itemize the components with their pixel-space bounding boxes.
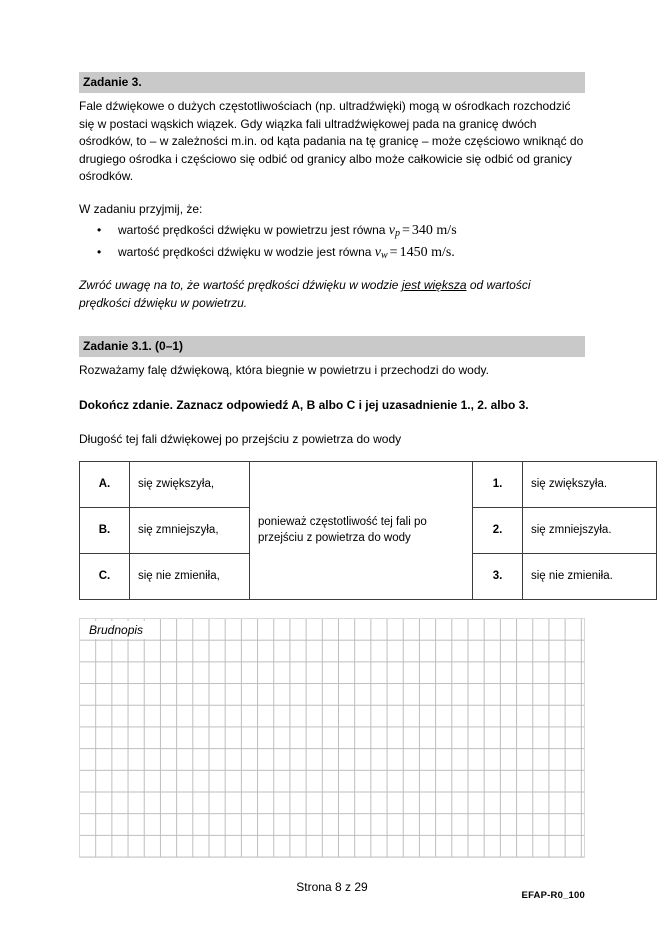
answer-option-letter-a[interactable]: A. [80,461,130,507]
task-header-bar: Zadanie 3. [79,72,585,93]
answer-option-text-a[interactable]: się zwiększyła, [130,461,250,507]
answer-option-text-b[interactable]: się zmniejszyła, [130,507,250,553]
subtask-intro: Rozważamy falę dźwiękową, która biegnie w powietrzu i przechodzi do wody. [79,363,489,378]
formula-subscript: p [395,228,401,240]
note-underlined-phrase: jest większa [401,278,467,293]
assume-label: W zadaniu przyjmij, że: [79,201,203,216]
formula-variable: v [388,223,396,238]
subtask-header-bar: Zadanie 3.1. (0–1) [79,336,585,357]
formula-operator: = [389,245,398,261]
formula-water-speed [375,245,455,260]
footer-exam-code: EFAP-R0_100 [521,890,585,901]
answer-option-letter-c[interactable]: C. [80,553,130,599]
formula-subscript: w [381,250,388,262]
answer-option-letter-b[interactable]: B. [80,507,130,553]
note-text-end: od wartości prędkości dźwięku w powietrzu. [79,278,531,310]
list-item [79,221,585,243]
formula-value: 1450 m/s. [399,245,455,261]
bullet-text: wartość prędkości dźwięku w powietrzu jest równa [118,223,386,237]
justification-text-1[interactable]: się zwiększyła. [523,461,657,507]
bullet-icon: • [97,245,102,260]
formula-air-speed [389,223,457,238]
formula-value: 340 m/s [411,223,457,238]
task-intro-paragraph: Fale dźwiękowe o dużych częstotliwościach (np. ultradźwięki) mogą w ośrodkach rozchodzić się w postaci wąskich wiązek. Gdy wiązka fali ultradźwiękowej pada na granicę dwóch ośrodków, to – w zależności m.in. od kąta padania na tę granicę – może częściowo wniknąć do drugiego ośrodka i częściowo się odbić od granicy albo może całkowicie się odbić od granicy ośrodków. [79,99,584,183]
footer-page-number: Strona 8 z 29 [296,880,368,894]
justification-number-2[interactable]: 2. [473,507,523,553]
bullet-icon: • [97,223,102,237]
scratch-grid-label: Brudnopis [87,621,146,639]
page-content [79,72,613,858]
assumption-list [79,221,585,265]
justification-text-3[interactable]: się nie zmieniła. [523,553,657,599]
scratch-grid-area[interactable] [79,618,585,858]
subtask-instruction: Dokończ zdanie. Zaznacz odpowiedź A, B albo C i jej uzasadnienie 1., 2. albo 3. [79,397,529,412]
list-item [79,243,585,265]
emphasis-note [79,277,585,312]
note-text-start: Zwróć uwagę na to, że wartość prędkości dźwięku w wodzie [79,278,402,293]
answer-choice-table [79,461,657,600]
justification-stem-cell: ponieważ częstotliwość tej fali po przejściu z powietrza do wody [250,461,473,599]
formula-variable: v [374,245,381,261]
formula-operator: = [402,223,410,238]
table-row [80,461,657,507]
justification-text-2[interactable]: się zmniejszyła. [523,507,657,553]
subtask-stem: Długość tej fali dźwiękowej po przejściu z powietrza do wody [79,432,402,447]
answer-option-text-c[interactable]: się nie zmieniła, [130,553,250,599]
justification-number-3[interactable]: 3. [473,553,523,599]
justification-number-1[interactable]: 1. [473,461,523,507]
bullet-text: wartość prędkości dźwięku w wodzie jest równa [118,245,372,260]
